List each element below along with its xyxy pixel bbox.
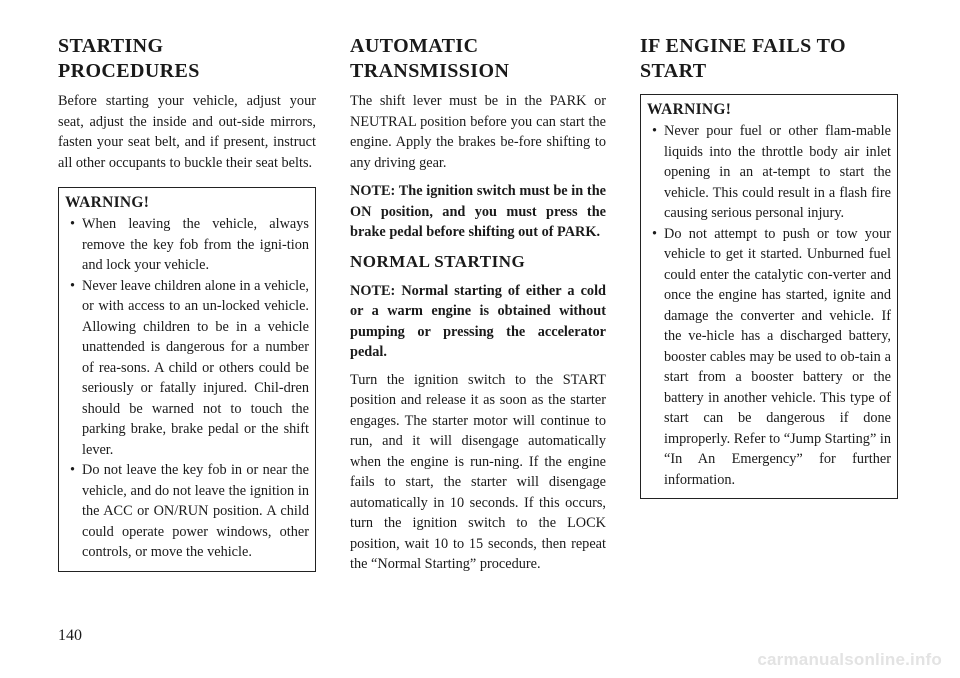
warning-item: • Never leave children alone in a vehicle, or with access to an un-locked vehicle. Allowing children to be in a vehicle unattended is dangerous for a number of rea-sons. A child or others could be seriously or fatally injured. Chil-dren should be warned not to touch the parking brake, brake pedal or the shift lever. — [70, 277, 309, 458]
column-starting-procedures — [58, 34, 316, 572]
bullet-icon: • — [652, 225, 658, 242]
warning-item: • Do not leave the key fob in or near the vehicle, and do not leave the ignition in the ACC or ON/RUN position. A child could operate power windows, other controls, or move the vehicle. — [70, 462, 309, 560]
bullet-icon: • — [70, 216, 76, 232]
heading-normal-starting: NORMAL STARTING — [350, 251, 526, 271]
watermark-text: carmanualsonline.info — [757, 650, 942, 669]
warning-title: WARNING! — [647, 101, 732, 118]
page-number: 140 — [58, 627, 82, 644]
note-normal-starting: NOTE: Normal starting of either a cold or a warm engine is obtained without pumping or pressing the accelerator pedal. — [350, 282, 606, 360]
bullet-icon: • — [70, 277, 76, 294]
intro-paragraph: Before starting your vehicle, adjust your seat, adjust the inside and out-side mirrors, fasten your seat belt, and if present, instruct all other occupants to buckle their seat belts. — [58, 93, 316, 171]
heading-starting-procedures: STARTING PROCEDURES — [58, 35, 200, 82]
warning-title: WARNING! — [65, 194, 150, 211]
warning-item: • Never pour fuel or other flam-mable liquids into the throttle body air inlet opening in an at-tempt to start the vehicle. This could result in a flash fire causing serious personal injury. — [652, 123, 891, 221]
bullet-icon: • — [652, 123, 658, 139]
transmission-paragraph: The shift lever must be in the PARK or NEUTRAL position before you can start the engine. Apply the brakes be-fore shifting to any driving gear. — [350, 93, 606, 171]
column-automatic-transmission — [350, 34, 606, 575]
warning-list — [65, 214, 309, 563]
warning-item: • Do not attempt to push or tow your vehicle to get it started. Unburned fuel could enter the catalytic con-verter and once the engine has started, ignite and damage the converter and vehicle. If the ve-hicle has a discharged battery, booster cables may be used to ob-tain a start from a booster battery or the battery in another vehicle. This type of start can be dangerous if done improperly. Refer to “Jump Starting” in “In An Emergency” for further information. — [652, 225, 891, 488]
note-ignition-switch: NOTE: The ignition switch must be in the ON position, and you must press the brake pedal before shifting out of PARK. — [350, 183, 606, 240]
warning-box-fuel — [640, 94, 898, 499]
normal-starting-paragraph: Turn the ignition switch to the START position and release it as soon as the starter engages. The starter motor will continue to run, and it will disengage automatically when the engine is run-ning. If the engine fails to start, the starter will disengage automatically in 10 seconds. If this occurs, turn the ignition switch to the LOCK position, wait 10 to 15 seconds, then repeat the “Normal Starting” procedure. — [350, 371, 606, 572]
heading-engine-fails-to-start: IF ENGINE FAILS TO START — [640, 35, 846, 82]
column-engine-fails — [640, 34, 898, 499]
warning-box-children — [58, 187, 316, 572]
bullet-icon: • — [70, 462, 76, 478]
warning-list — [647, 121, 891, 490]
heading-automatic-transmission: AUTOMATIC TRANSMISSION — [350, 35, 510, 82]
warning-item: • When leaving the vehicle, always remove the key fob from the igni-tion and lock your vehicle. — [70, 216, 309, 273]
